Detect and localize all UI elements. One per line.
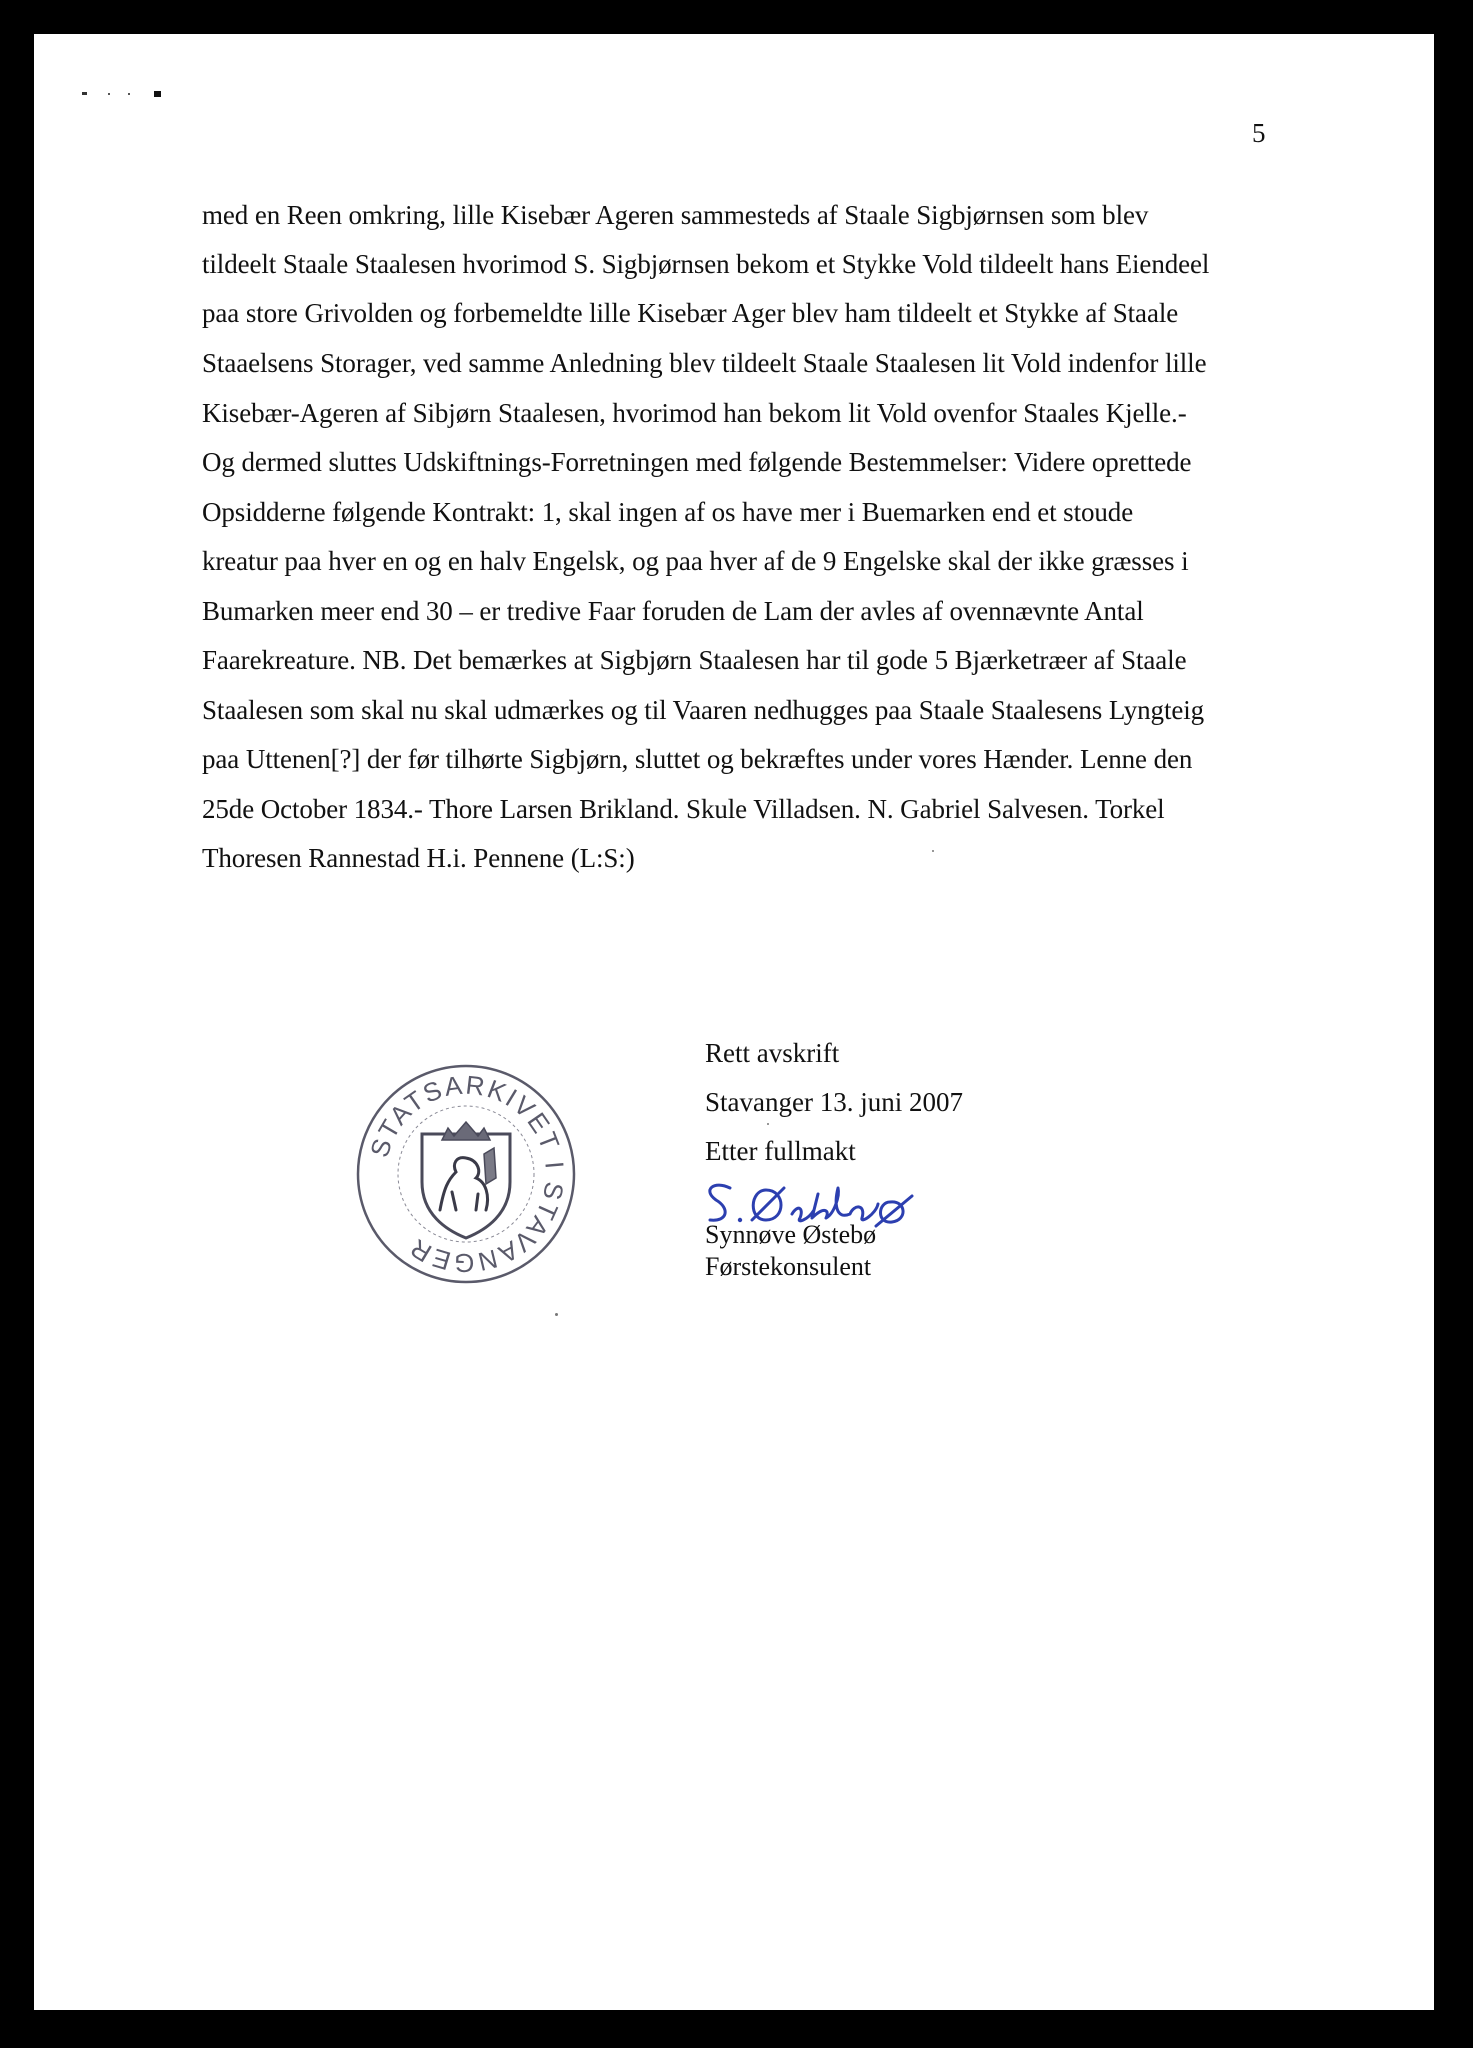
attestation-place-date: Stavanger 13. juni 2007 xyxy=(705,1087,963,1117)
body-line: Staalesen som skal nu skal udmærkes og til Vaaren nedhugges paa Staale Staalesens Lyngteig xyxy=(202,695,1205,725)
scan-speck xyxy=(555,1313,558,1316)
body-line: Bumarken meer end 30 – er tredive Faar foruden de Lam der avles af ovennævnte Antal xyxy=(202,596,1144,626)
body-line: paa store Grivolden og forbemeldte lille Kisebær Ager blev ham tildeelt et Stykke af Staale xyxy=(202,298,1179,328)
archive-stamp xyxy=(352,1060,580,1288)
body-line: Opsidderne følgende Kontrakt: 1, skal ingen af os have mer i Buemarken end et stoude xyxy=(202,497,1134,527)
svg-text:STATSARKIVET I STAVANGER xyxy=(364,1069,570,1278)
scan-speck xyxy=(767,1123,769,1125)
scan-specks xyxy=(78,86,178,102)
attestation-authority: Etter fullmakt xyxy=(705,1136,856,1166)
stamp-text: STATSARKIVET I STAVANGER xyxy=(363,1069,571,1279)
body-line: tildeelt Staale Staalesen hvorimod S. Sigbjørnsen bekom et Stykke Vold tildeelt hans Eiendeel xyxy=(202,249,1210,279)
attestation-line: Rett avskrift xyxy=(705,1038,840,1068)
document-page xyxy=(34,34,1434,2010)
body-line: paa Uttenen[?] der før tilhørte Sigbjørn, sluttet og bekræftes under vores Hænder. Lenne den xyxy=(202,744,1193,774)
page-number: 5 xyxy=(1252,118,1266,148)
body-line: Thoresen Rannestad H.i. Pennene (L:S:) xyxy=(202,843,635,873)
body-line: Faarekreature. NB. Det bemærkes at Sigbjørn Staalesen har til gode 5 Bjærketræer af Staale xyxy=(202,645,1187,675)
signatory-name: Synnøve Østebø xyxy=(705,1220,877,1249)
signatory-title: Førstekonsulent xyxy=(705,1252,872,1281)
body-line: 25de October 1834.- Thore Larsen Brikland. Skule Villadsen. N. Gabriel Salvesen. Torkel xyxy=(202,794,1165,824)
body-line: kreatur paa hver en og en halv Engelsk, og paa hver af de 9 Engelske skal der ikke græsses i xyxy=(202,546,1189,576)
body-line: Og dermed sluttes Udskiftnings-Forretningen med følgende Bestemmelser: Videre oprettede xyxy=(202,447,1192,477)
body-line: med en Reen omkring, lille Kisebær Ageren sammesteds af Staale Sigbjørnsen som blev xyxy=(202,200,1149,230)
scan-speck xyxy=(932,850,934,852)
body-line: Kisebær-Ageren af Sibjørn Staalesen, hvorimod han bekom lit Vold ovenfor Staales Kjelle.- xyxy=(202,398,1187,428)
body-line: Staaelsens Storager, ved samme Anledning blev tildeelt Staale Staalesen lit Vold indenfor lille xyxy=(202,348,1207,378)
